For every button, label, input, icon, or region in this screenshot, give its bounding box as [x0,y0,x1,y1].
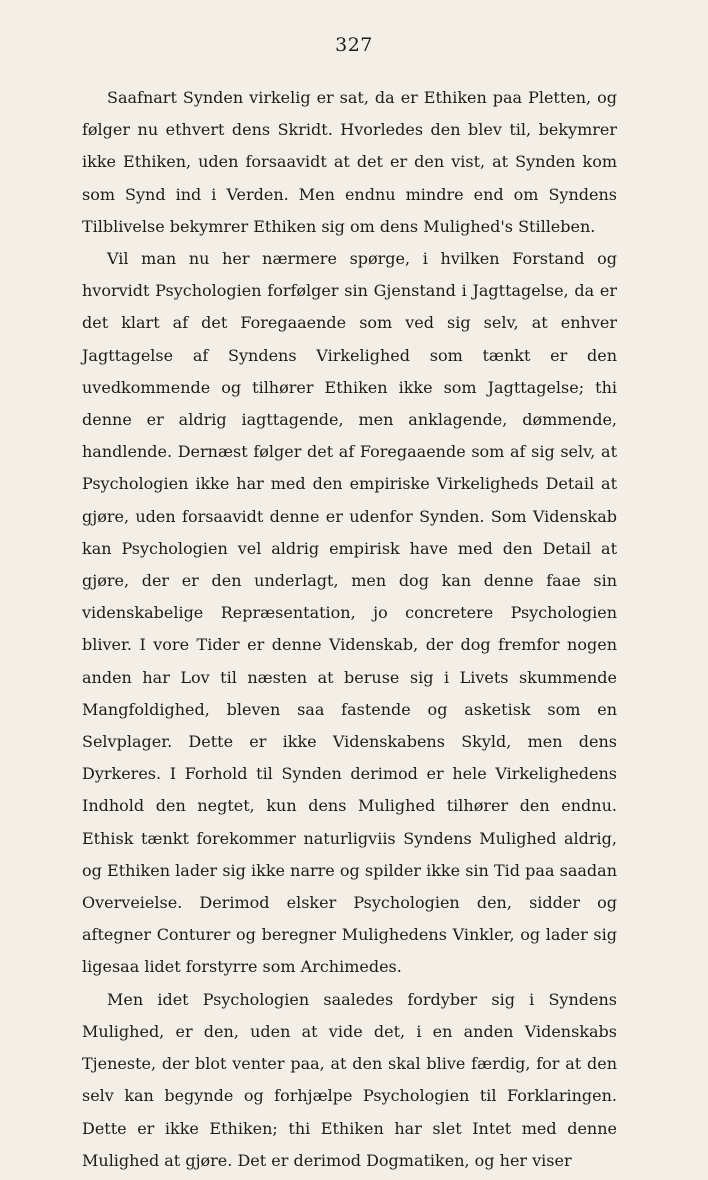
paragraph-1: Saafnart Synden virkelig er sat, da er Ethiken paa Pletten, og følger nu ethvert dens Skridt. Hvorledes den blev til, bekymrer ikke Ethiken, uden forsaavidt at det er den vist, at Synden kom som Synd ind i Verden. Men endnu mindre end om Syndens Tilblivelse bekymrer Ethiken sig om dens Mulighed's Stilleben. [82,88,617,236]
body-text [82,82,617,1177]
paragraph-2: Vil man nu her nærmere spørge, i hvilken Forstand og hvorvidt Psychologien forfølger sin Gjenstand i Jagttagelse, da er det klart af det Foregaaende som ved sig selv, at enhver Jagttagelse af Syndens Virkelighed som tænkt er den uvedkommende og tilhører Ethiken ikke som Jagttagelse; thi denne er aldrig iagttagende, men anklagende, dømmende, handlende. Dernæst følger det af Foregaaende som af sig selv, at Psychologien ikke har med den empiriske Virkeligheds Detail at gjøre, uden forsaavidt denne er udenfor Synden. Som Videnskab kan Psychologien vel aldrig empirisk have med den Detail at gjøre, der er den underlagt, men dog kan denne faae sin videnskabelige Repræsentation, jo concretere Psychologien bliver. I vore Tider er denne Videnskab, der dog fremfor nogen anden har Lov til næsten at beruse sig i Livets skummende Mangfoldighed, bleven saa fastende og asketisk som en Selvplager. Dette er ikke Videnskabens Skyld, men dens Dyrkeres. I Forhold til Synden derimod er hele Virkelighedens Indhold den negtet, kun dens Mulighed tilhører den endnu. Ethisk tænkt forekommer naturligviis Syndens Mulighed aldrig, og Ethiken lader sig ikke narre og spilder ikke sin Tid paa saadan Overveielse. Derimod elsker Psychologien den, sidder og aftegner Conturer og beregner Mulighedens Vinkler, og lader sig ligesaa lidet forstyrre som Archimedes. [82,249,617,977]
page-number: 327 [335,34,373,56]
paragraph-3: Men idet Psychologien saaledes fordyber sig i Syndens Mulighed, er den, uden at vide det, i en anden Videnskabs Tjeneste, der blot venter paa, at den skal blive færdig, for at den selv kan begynde og forhjælpe Psychologien til Forklaringen. Dette er ikke Ethiken; thi Ethiken har slet Intet med denne Mulighed at gjøre. Det er derimod Dogmatiken, og her viser [82,989,617,1170]
